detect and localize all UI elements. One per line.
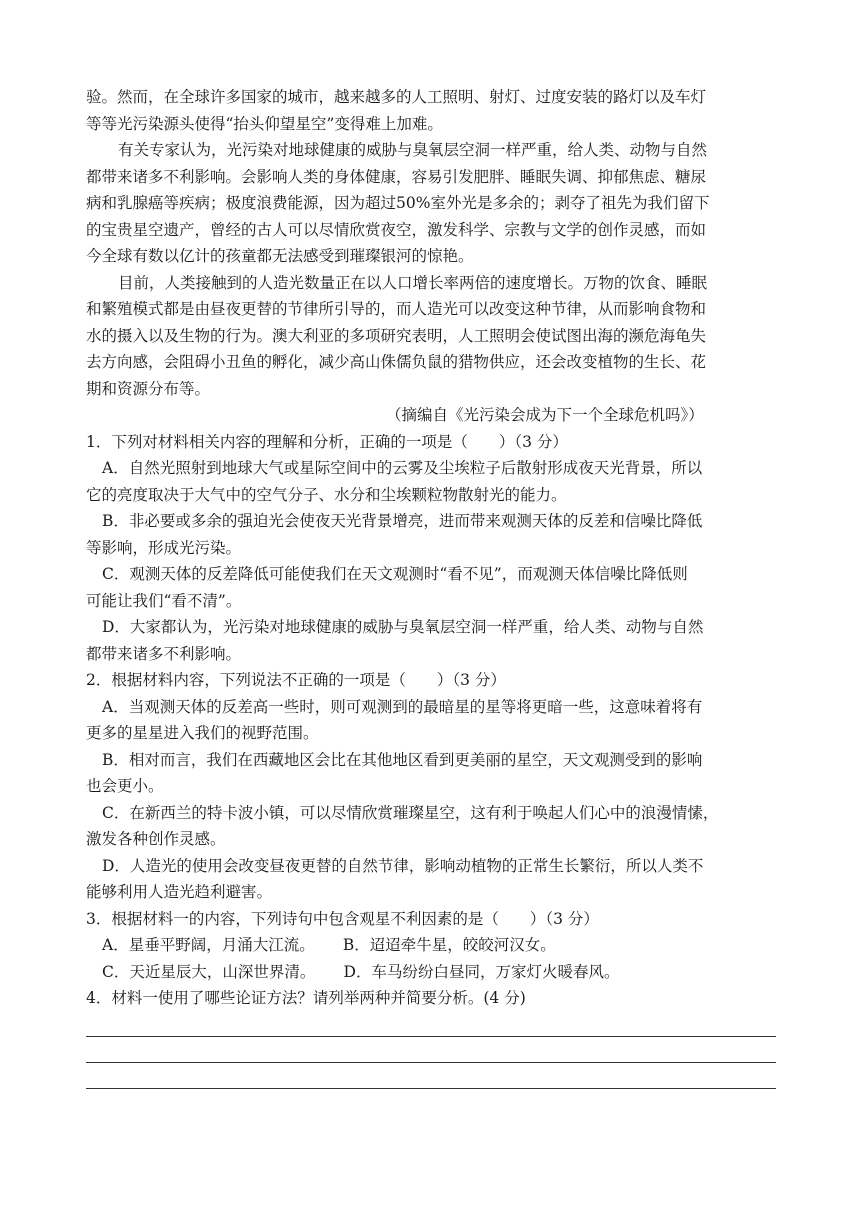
option-b-cont: 等影响，形成光污染。 [86,538,242,557]
answer-area[interactable] [86,1036,776,1114]
option-c: C．观测天体的反差降低可能使我们在天文观测时“看不见”，而观测天体信噪比降低则 [102,565,688,583]
passage-source: （摘编自《光污染会成为下一个全球危机吗》） [386,406,704,424]
passage-line: 去方向感，会阻碍小丑鱼的孵化，减少高山侏儒负鼠的猎物供应，还会改变植物的生长、花 [86,353,707,371]
passage-line: 有关专家认为，光污染对地球健康的威胁与臭氧层空洞一样严重，给人类、动物与自然 [118,141,708,159]
option-b-cont: 也会更小。 [86,777,164,795]
option-c-cont: 可能让我们“看不清”。 [86,591,242,610]
option-a: A．自然光照射到地球大气或星际空间中的云雾及尘埃粒子后散射形成夜天光背景，所以 [102,459,703,477]
passage-line: 今全球有数以亿计的孩童都无法感受到璀璨银河的惊艳。 [86,247,474,265]
question-stem: 4．材料一使用了哪些论证方法？请列举两种并简要分析。(4 分) [86,989,526,1007]
option-a-cont: 它的亮度取决于大气中的空气分子、水分和尘埃颗粒物散射光的能力。 [86,485,567,504]
question-stem: 2．根据材料内容，下列说法不正确的一项是（ ）（3 分） [86,671,506,689]
option-d-cont: 能够利用人造光趋利避害。 [86,883,273,901]
document-page [86,84,776,1012]
option-row: A．星垂平野阔，月涌大江流。 B．迢迢牵牛星，皎皎河汉女。 [102,936,556,954]
passage-line: 病和乳腺癌等疾病；极度浪费能源，因为超过50%室外光是多余的；剥夺了祖先为我们留下 [86,194,710,212]
option-d: D．人造光的使用会改变昼夜更替的自然节律，影响动植物的正常生长繁衍，所以人类不 [102,856,704,875]
option-b: B．相对而言，我们在西藏地区会比在其他地区看到更美丽的星空，天文观测受到的影响 [102,750,703,769]
answer-line [86,1062,776,1063]
answer-line [86,1036,776,1037]
answer-line [86,1088,776,1089]
option-a-cont: 更多的星星进入我们的视野范围。 [86,724,319,742]
option-b: B．非必要或多余的强迫光会使夜天光背景增亮，进而带来观测天体的反差和信噪比降低 [102,512,703,530]
passage-line: 目前，人类接触到的人造光数量正在以人口增长率两倍的速度增长。万物的饮食、睡眠 [118,273,708,292]
passage-line: 的宝贵星空遗产，曾经的古人可以尽情欣赏夜空，激发科学、宗教与文学的创作灵感，而如 [86,220,707,239]
question-stem: 1．下列对材料相关内容的理解和分析，正确的一项是（ ）（3 分） [86,432,568,451]
passage-line: 水的摄入以及生物的行为。澳大利亚的多项研究表明，人工照明会使试图出海的濒危海龟失 [86,326,707,345]
passage-line: 都带来诸多不利影响。会影响人类的身体健康，容易引发肥胖、睡眠失调、抑郁焦虑、糖尿 [86,167,707,186]
question-stem: 3．根据材料一的内容，下列诗句中包含观星不利因素的是（ ）（3 分） [86,909,599,928]
option-c-cont: 激发各种创作灵感。 [86,830,226,848]
option-d: D．大家都认为，光污染对地球健康的威胁与臭氧层空洞一样严重，给人类、动物与自然 [102,618,704,636]
passage-line: 和繁殖模式都是由昼夜更替的节律所引导的，而人造光可以改变这种节律，从而影响食物和 [86,300,707,318]
option-a: A．当观测天体的反差高一些时，则可观测到的最暗星的星等将更暗一些，这意味着将有 [102,697,703,716]
option-row: C．天近星辰大，山深世界清。 D．车马纷纷白昼同，万家灯火暖春风。 [102,962,620,981]
passage-line: 验。然而，在全球许多国家的城市，越来越多的人工照明、射灯、过度安装的路灯以及车灯 [86,88,707,106]
option-d-cont: 都带来诸多不利影响。 [86,644,242,663]
option-c: C．在新西兰的特卡波小镇，可以尽情欣赏璀璨星空，这有利于唤起人们心中的浪漫情愫， [102,803,719,822]
passage-line: 等等光污染源头使得“抬头仰望星空”变得难上加难。 [86,114,443,133]
passage-line: 期和资源分布等。 [86,379,211,398]
